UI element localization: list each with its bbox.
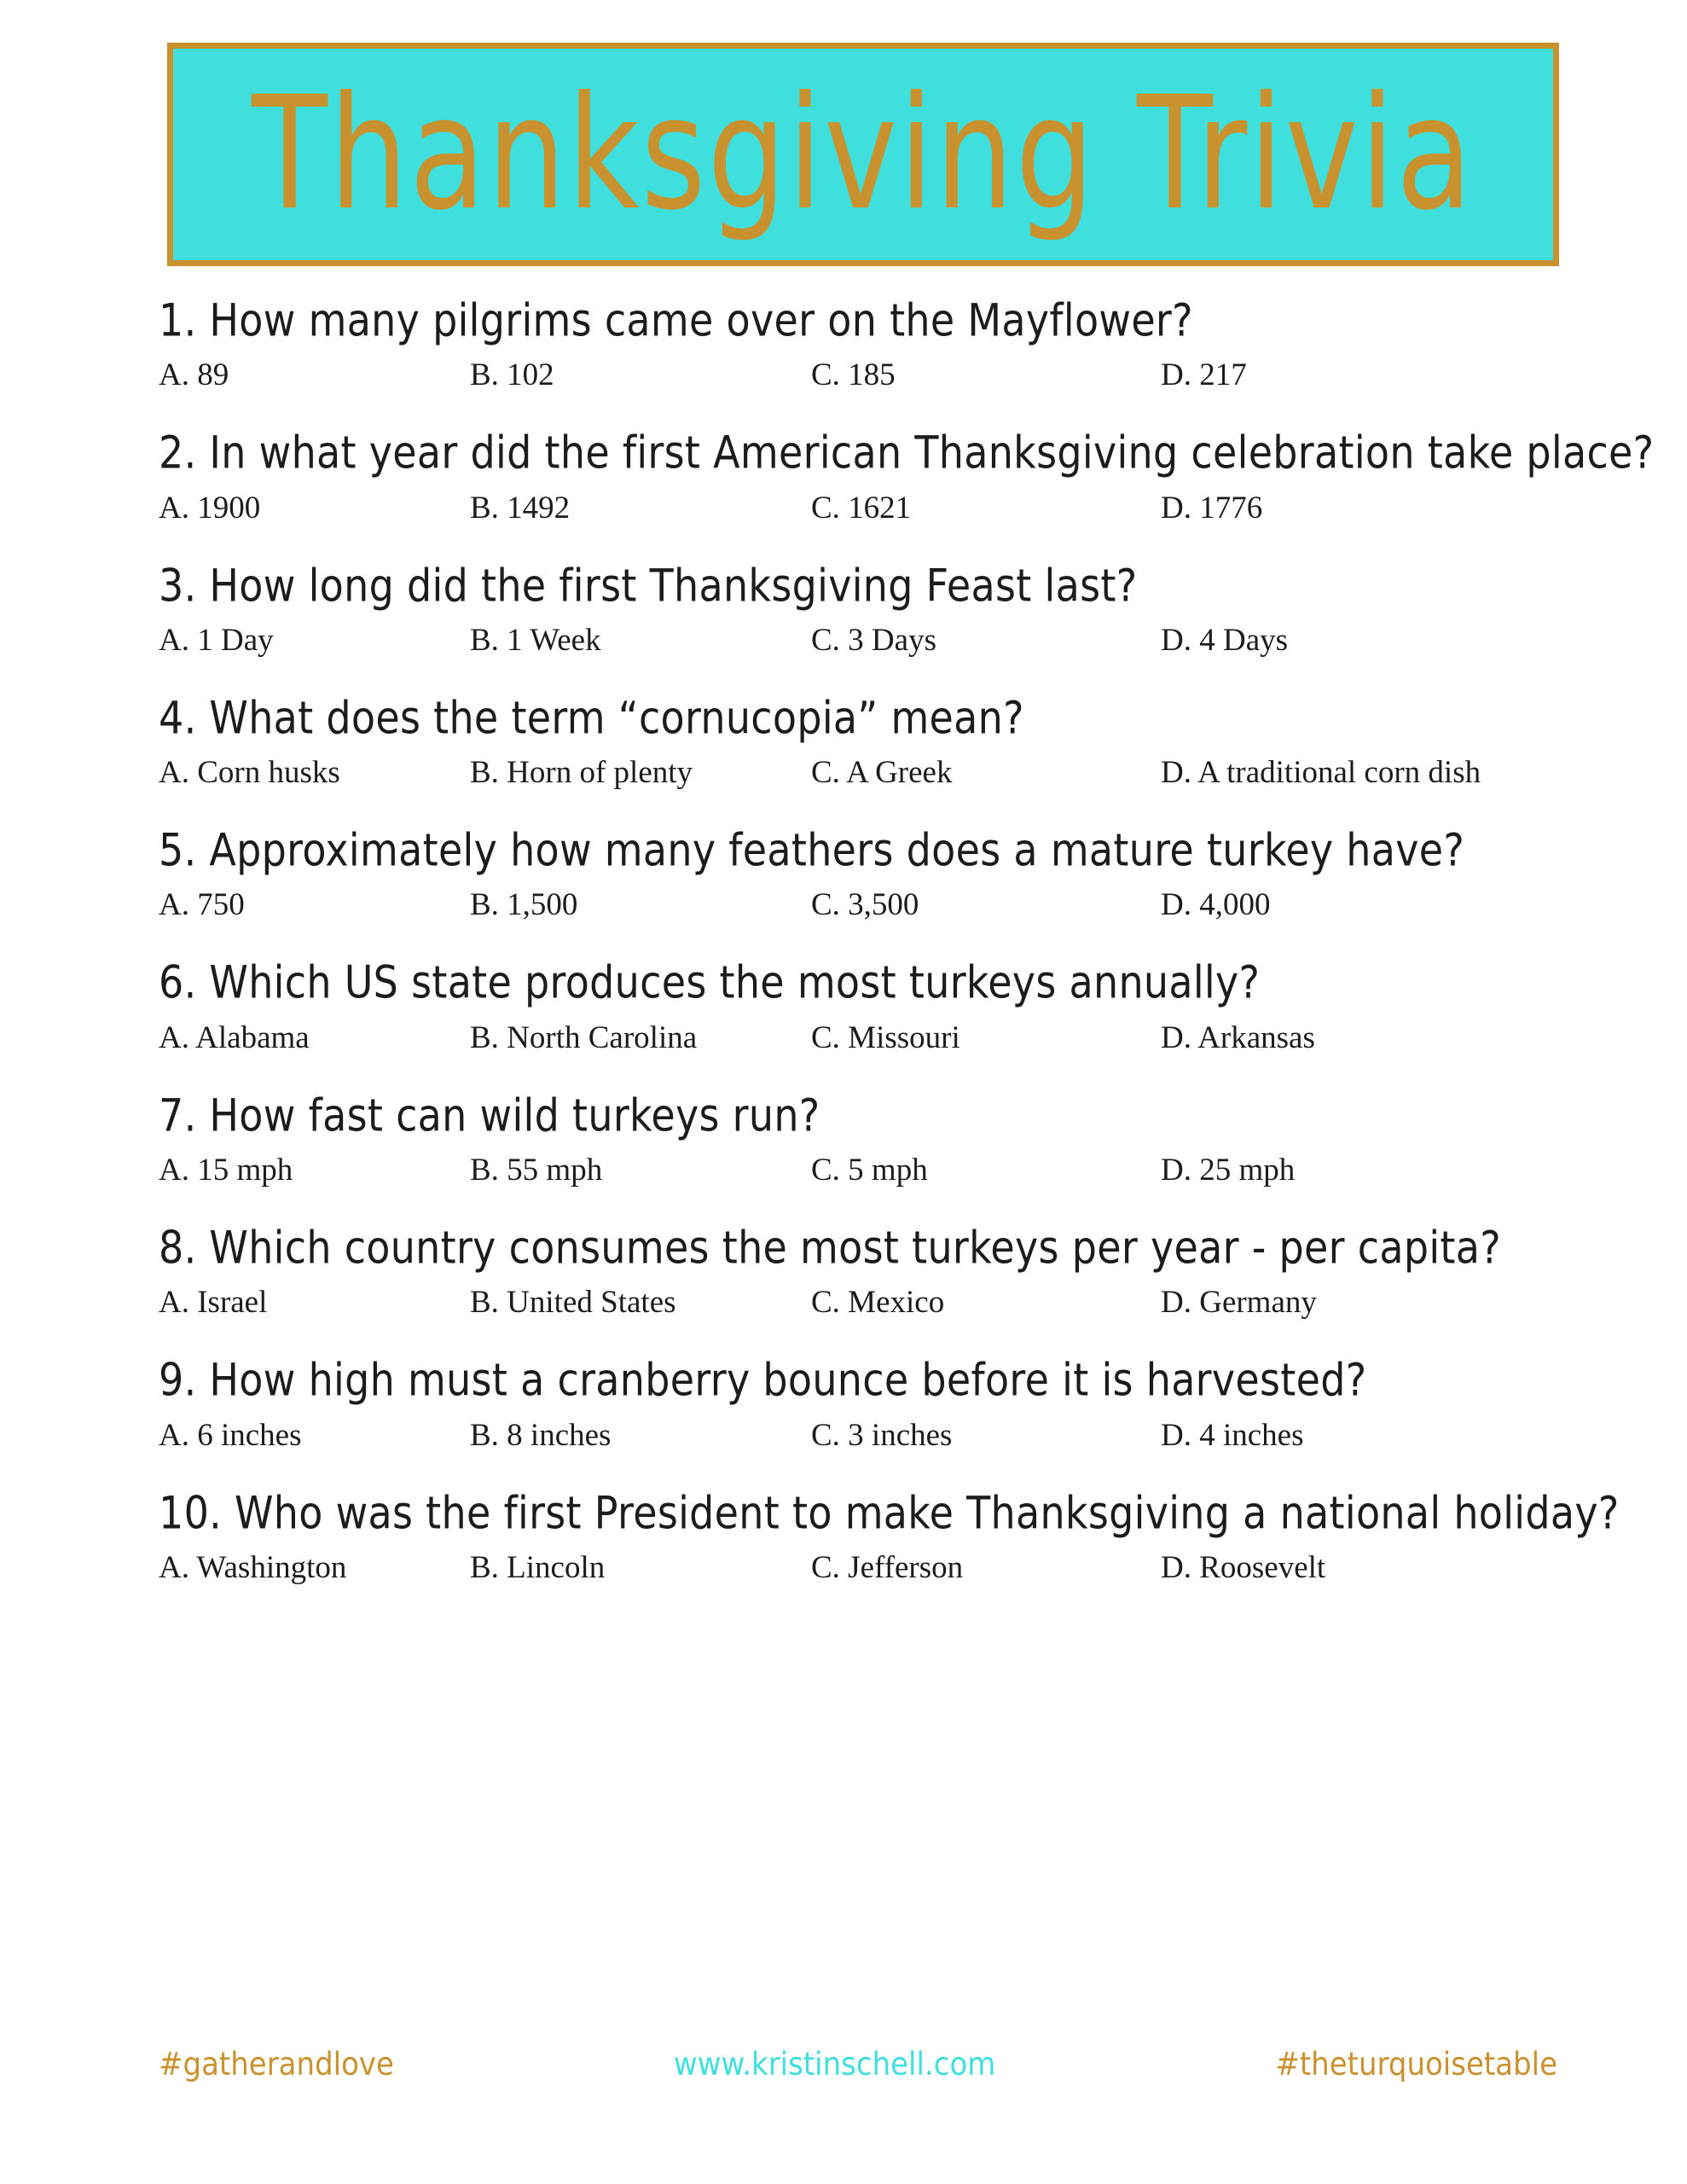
- question-item: [159, 426, 1655, 526]
- answer-option-d[interactable]: D. 1776: [1161, 490, 1263, 526]
- answer-option-a[interactable]: A. 750: [159, 887, 245, 923]
- question-text: 5. Approximately how many feathers does a mature turkey have?: [159, 823, 1465, 877]
- answer-option-a[interactable]: A. Corn husks: [159, 755, 340, 791]
- answer-option-a[interactable]: A. 15 mph: [159, 1153, 293, 1188]
- answer-option-a[interactable]: A. 1 Day: [159, 622, 274, 658]
- answer-option-a[interactable]: A. 6 inches: [159, 1417, 302, 1453]
- answer-options: [159, 490, 1557, 526]
- answer-option-d[interactable]: D. Arkansas: [1161, 1019, 1315, 1055]
- answer-option-d[interactable]: D. 4 Days: [1161, 622, 1289, 658]
- question-text: 1. How many pilgrims came over on the Mayflower?: [159, 293, 1193, 347]
- answer-option-d[interactable]: D. A traditional corn dish: [1161, 755, 1481, 791]
- footer-hashtag-gather: #gatherandlove: [159, 2046, 394, 2083]
- answer-option-d[interactable]: D. Roosevelt: [1161, 1549, 1326, 1585]
- answer-options: [159, 1284, 1557, 1321]
- answer-option-c[interactable]: C. 185: [811, 357, 896, 393]
- question-text: 3. How long did the first Thanksgiving Feast last?: [159, 559, 1138, 612]
- answer-options: [159, 622, 1557, 659]
- answer-option-d[interactable]: D. Germany: [1161, 1285, 1317, 1321]
- answer-option-a[interactable]: A. 1900: [159, 490, 261, 526]
- answer-options: [159, 1152, 1557, 1188]
- question-item: [159, 956, 1557, 1055]
- answer-option-b[interactable]: B. 55 mph: [470, 1153, 603, 1188]
- trivia-question-list: [159, 293, 1655, 1622]
- question-item: [159, 823, 1557, 923]
- footer-hashtag-turquoisetable: #theturquoisetable: [1275, 2046, 1557, 2083]
- question-text: 8. Which country consumes the most turkeys per year - per capita?: [159, 1221, 1501, 1275]
- question-item: [159, 1089, 1557, 1188]
- answer-option-b[interactable]: B. North Carolina: [470, 1019, 698, 1055]
- answer-options: [159, 754, 1557, 791]
- answer-option-c[interactable]: C. 3 Days: [811, 622, 936, 658]
- answer-option-d[interactable]: D. 4,000: [1161, 887, 1271, 923]
- answer-option-b[interactable]: B. 8 inches: [470, 1417, 612, 1453]
- answer-option-b[interactable]: B. Horn of plenty: [470, 755, 693, 791]
- answer-option-b[interactable]: B. 1,500: [470, 887, 578, 923]
- answer-option-c[interactable]: C. 5 mph: [811, 1153, 928, 1188]
- answer-option-a[interactable]: A. Washington: [159, 1549, 347, 1585]
- answer-option-c[interactable]: C. Missouri: [811, 1019, 960, 1055]
- answer-options: [159, 1019, 1557, 1056]
- question-text: 6. Which US state produces the most turkeys annually?: [159, 956, 1261, 1009]
- answer-option-b[interactable]: B. 102: [470, 357, 554, 393]
- question-item: [159, 1221, 1557, 1321]
- question-item: [159, 691, 1557, 791]
- answer-option-d[interactable]: D. 217: [1161, 357, 1247, 393]
- question-item: [159, 1486, 1620, 1586]
- question-item: [159, 559, 1557, 659]
- footer-website-link[interactable]: www.kristinschell.com: [673, 2046, 996, 2083]
- answer-option-a[interactable]: A. Israel: [159, 1285, 268, 1321]
- answer-option-b[interactable]: B. 1 Week: [470, 622, 601, 658]
- question-text: 7. How fast can wild turkeys run?: [159, 1089, 820, 1141]
- answer-option-b[interactable]: B. 1492: [470, 490, 571, 526]
- question-item: [159, 1353, 1557, 1453]
- answer-options: [159, 1549, 1557, 1586]
- answer-option-a[interactable]: A. 89: [159, 357, 229, 393]
- answer-option-c[interactable]: C. 3,500: [811, 887, 919, 923]
- answer-option-b[interactable]: B. United States: [470, 1285, 676, 1321]
- answer-option-c[interactable]: C. 3 inches: [811, 1417, 953, 1453]
- answer-options: [159, 886, 1557, 923]
- answer-option-d[interactable]: D. 25 mph: [1161, 1153, 1296, 1188]
- answer-option-d[interactable]: D. 4 inches: [1161, 1417, 1304, 1453]
- question-text: 10. Who was the first President to make Thanksgiving a national holiday?: [159, 1486, 1620, 1539]
- question-text: 9. How high must a cranberry bounce before it is harvested?: [159, 1353, 1367, 1407]
- title-banner: [167, 43, 1559, 266]
- answer-option-a[interactable]: A. Alabama: [159, 1019, 310, 1055]
- answer-options: [159, 357, 1557, 393]
- question-item: [159, 293, 1557, 393]
- answer-option-c[interactable]: C. Mexico: [811, 1285, 945, 1321]
- answer-option-c[interactable]: C. A Greek: [811, 755, 953, 791]
- page-footer: [159, 2048, 1557, 2082]
- question-text: 4. What does the term “cornucopia” mean?: [159, 691, 1024, 745]
- answer-option-c[interactable]: C. Jefferson: [811, 1549, 964, 1585]
- answer-options: [159, 1417, 1557, 1454]
- question-text: 2. In what year did the first American Thanksgiving celebration take place?: [159, 426, 1655, 479]
- page-title: Thanksgiving Trivia: [252, 63, 1475, 246]
- answer-option-b[interactable]: B. Lincoln: [470, 1549, 606, 1585]
- answer-option-c[interactable]: C. 1621: [811, 490, 912, 526]
